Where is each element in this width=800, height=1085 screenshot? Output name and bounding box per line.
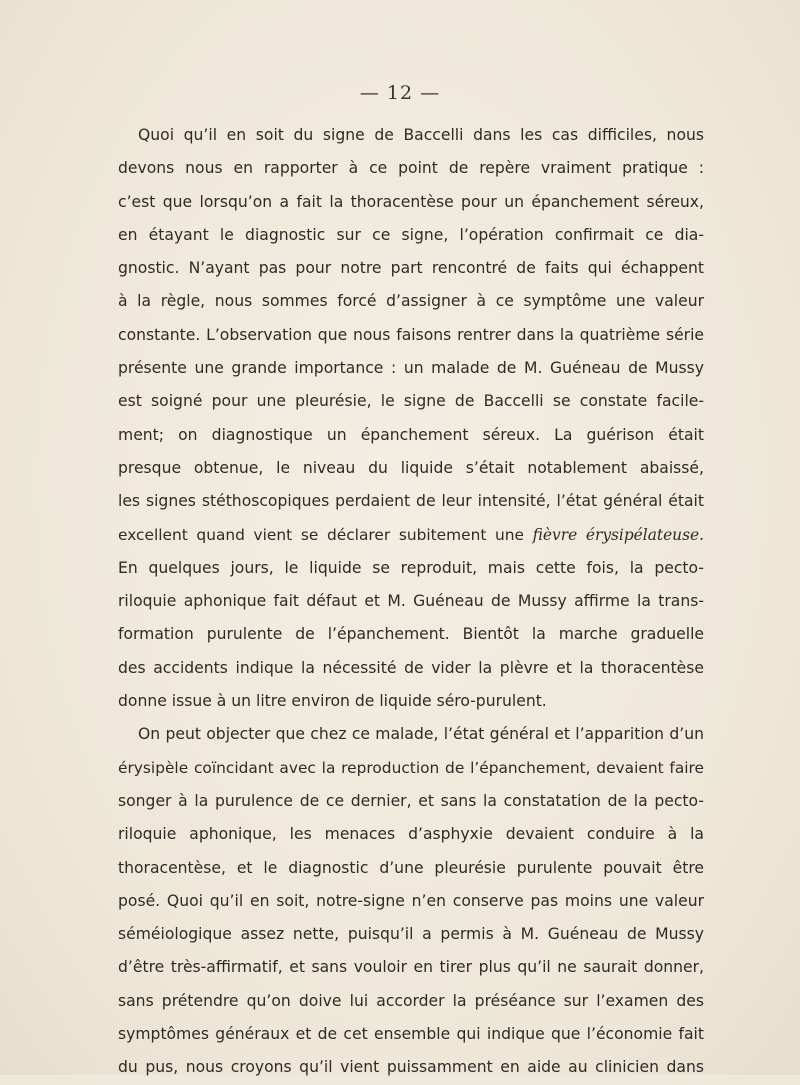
text-line: à la règle, nous sommes forcé d’assigner à ce symptôme une valeur bbox=[118, 292, 704, 311]
text-line: devons nous en rapporter à ce point de repère vraiment pratique : bbox=[118, 159, 704, 178]
text-line: posé. Quoi qu’il en soit, notre-signe n’en conserve pas moins une valeur bbox=[118, 891, 704, 910]
text-line: riloquie aphonique, les menaces d’asphyxie devaient conduire à la bbox=[118, 825, 704, 844]
text-line: Quoi qu’il en soit du signe de Baccelli dans les cas difficiles, nous bbox=[138, 126, 704, 144]
text-line-start: excellent quand vient se déclarer subitement une bbox=[118, 525, 533, 544]
text-line: est soigné pour une pleurésie, le signe de Baccelli se constate facile- bbox=[118, 392, 704, 411]
text-line: érysipèle coïncidant avec la reproduction de l’épanchement, devaient faire bbox=[118, 758, 704, 777]
text-line: en étayant le diagnostic sur ce signe, l’opération confirmait ce dia- bbox=[118, 225, 704, 244]
text-line: les signes stéthoscopiques perdaient de leur intensité, l’état général était bbox=[118, 492, 704, 511]
text-line: riloquie aphonique fait défaut et M. Guéneau de Mussy affirme la trans- bbox=[118, 592, 704, 611]
italic-phrase: fièvre érysipélateuse. bbox=[532, 525, 704, 544]
body-text bbox=[118, 119, 704, 1085]
text-line: constante. L’observation que nous faisons rentrer dans la quatrième série bbox=[118, 325, 704, 344]
text-line bbox=[118, 519, 704, 552]
text-line: du pus, nous croyons qu’il vient puissamment en aide au clinicien dans bbox=[118, 1058, 704, 1077]
text-line: presque obtenue, le niveau du liquide s’était notablement abaissé, bbox=[118, 458, 704, 477]
text-line: séméiologique assez nette, puisqu’il a permis à M. Guéneau de Mussy bbox=[118, 925, 704, 944]
text-line: c’est que lorsqu’on a fait la thoracentèse pour un épanchement séreux, bbox=[118, 192, 704, 211]
text-line: On peut objecter que chez ce malade, l’état général et l’apparition d’un bbox=[138, 725, 704, 744]
text-line: songer à la purulence de ce dernier, et sans la constatation de la pecto- bbox=[118, 791, 704, 810]
text-line: des accidents indique la nécessité de vider la plèvre et la thoracentèse bbox=[118, 658, 704, 677]
text-line: gnostic. N’ayant pas pour notre part rencontré de faits qui échappent bbox=[118, 259, 704, 278]
text-line: d’être très-affirmatif, et sans vouloir en tirer plus qu’il ne saurait donner, bbox=[118, 958, 704, 977]
page-number: — 12 — bbox=[359, 82, 441, 104]
text-line: formation purulente de l’épanchement. Bientôt la marche graduelle bbox=[118, 625, 704, 644]
text-line: donne issue à un litre environ de liquide séro-purulent. bbox=[118, 692, 547, 711]
text-line: sans prétendre qu’on doive lui accorder la préséance sur l’examen des bbox=[118, 991, 704, 1010]
text-line: ment; on diagnostique un épanchement séreux. La guérison était bbox=[118, 425, 704, 444]
text-line: présente une grande importance : un malade de M. Guéneau de Mussy bbox=[118, 359, 704, 378]
text-line: thoracentèse, et le diagnostic d’une pleurésie purulente pouvait être bbox=[118, 858, 704, 877]
text-line: En quelques jours, le liquide se reproduit, mais cette fois, la pecto- bbox=[118, 558, 704, 577]
text-line: symptômes généraux et de cet ensemble qui indique que l’économie fait bbox=[118, 1025, 704, 1044]
